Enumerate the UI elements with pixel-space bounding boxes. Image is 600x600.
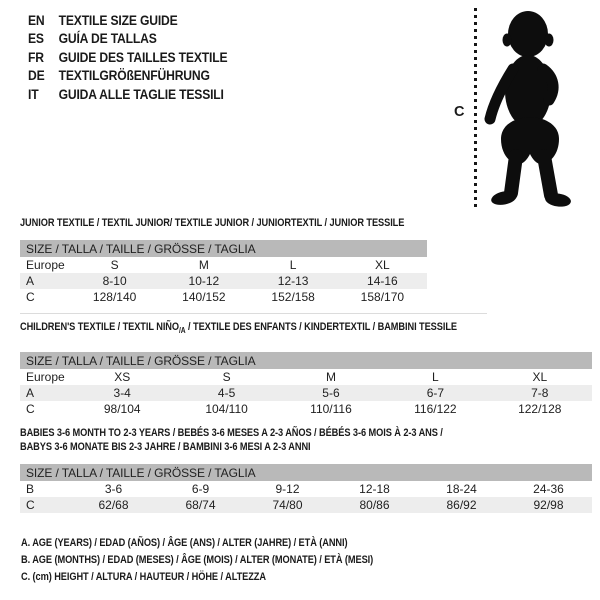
table-row-height xyxy=(20,289,427,305)
row-label: B xyxy=(26,482,35,496)
language-code: ES xyxy=(28,31,44,47)
age-cell: 14-16 xyxy=(367,274,398,288)
junior-size-table xyxy=(20,240,427,305)
language-row-fr xyxy=(28,48,227,67)
height-cell: 158/170 xyxy=(360,290,405,304)
children-size-table xyxy=(20,352,592,417)
age-cell: 5-6 xyxy=(322,386,340,401)
legend xyxy=(21,535,440,586)
size-bar-row xyxy=(20,464,592,481)
size-cell: M xyxy=(198,258,209,272)
age-cell: 18-24 xyxy=(446,482,477,496)
babies-table-title xyxy=(20,426,500,454)
table-row-age-months xyxy=(20,481,592,497)
size-cell: S xyxy=(110,258,119,272)
size-header-bar: SIZE / TALLA / TAILLE / GRÖSSE / TAGLIA xyxy=(20,352,592,369)
age-cell: 3-6 xyxy=(104,482,123,496)
size-cell: XL xyxy=(532,370,548,385)
language-label: TEXTILGRÖßENFÜHRUNG xyxy=(58,68,210,84)
size-cell: L xyxy=(289,258,297,272)
age-cell: 8-10 xyxy=(102,274,127,288)
size-bar-row xyxy=(20,240,427,257)
size-bar-row xyxy=(20,352,592,369)
height-cell: 122/128 xyxy=(518,402,562,417)
age-cell: 3-4 xyxy=(113,386,131,401)
age-cell: 10-12 xyxy=(188,274,220,288)
language-label: GUIDA ALLE TAGLIE TESSILI xyxy=(58,86,224,102)
language-code: IT xyxy=(28,86,39,102)
babies-table-section xyxy=(20,426,592,513)
height-cell: 152/158 xyxy=(271,290,315,304)
language-label: GUIDE DES TAILLES TEXTILE xyxy=(58,49,228,65)
table-row-europe xyxy=(20,257,427,273)
title-subscript: /A xyxy=(178,326,186,336)
title-part: / TEXTILE DES ENFANTS / KINDERTEXTIL / BAMBINI TESSILE xyxy=(185,321,457,333)
height-cell: 128/140 xyxy=(92,290,137,304)
height-cell: 140/152 xyxy=(182,290,226,304)
height-measure-label: C xyxy=(454,104,465,120)
language-row-de xyxy=(28,67,227,86)
height-measure-dotted-line xyxy=(474,8,477,210)
table-row-height xyxy=(20,401,592,417)
children-table-section xyxy=(20,321,592,417)
language-code: EN xyxy=(28,12,45,28)
height-cell: 68/74 xyxy=(185,498,216,512)
age-cell: 9-12 xyxy=(275,482,300,496)
age-cell: 7-8 xyxy=(531,386,549,401)
language-row-it xyxy=(28,85,227,104)
height-cell: 74/80 xyxy=(272,498,303,512)
height-cell: 98/104 xyxy=(103,402,141,417)
section-divider xyxy=(20,313,487,314)
age-cell: 12-13 xyxy=(277,274,309,288)
age-cell: 4-5 xyxy=(217,386,236,401)
language-label: TEXTILE SIZE GUIDE xyxy=(58,12,178,28)
height-cell: 86/92 xyxy=(446,498,477,512)
age-cell: 12-18 xyxy=(359,482,390,496)
baby-ear-right xyxy=(545,34,554,47)
row-label: Europe xyxy=(26,370,65,385)
table-row-europe xyxy=(20,369,592,385)
row-label: A xyxy=(26,274,35,288)
height-cell: 116/122 xyxy=(414,402,457,417)
size-cell: L xyxy=(432,370,439,385)
baby-leg-left xyxy=(511,156,516,193)
row-label: C xyxy=(26,498,35,512)
junior-table-section xyxy=(20,217,427,305)
age-cell: 24-36 xyxy=(533,482,564,496)
size-header-bar: SIZE / TALLA / TAILLE / GRÖSSE / TAGLIA xyxy=(20,464,592,481)
size-header-bar: SIZE / TALLA / TAILLE / GRÖSSE / TAGLIA xyxy=(20,240,427,257)
age-cell: 6-9 xyxy=(191,482,210,496)
size-cell: XS xyxy=(114,370,131,385)
title-part: CHILDREN'S TEXTILE / TEXTIL NIÑO xyxy=(20,321,179,333)
legend-line-a: A. AGE (YEARS) / EDAD (AÑOS) / ÂGE (ANS) / ALTER (JAHRE) / ETÀ (ANNI) xyxy=(21,537,348,549)
language-row-en xyxy=(28,11,227,30)
baby-head xyxy=(508,11,548,57)
baby-leg-right xyxy=(544,156,551,195)
table-row-age xyxy=(20,385,592,401)
row-label: A xyxy=(26,386,35,401)
age-cell: 6-7 xyxy=(426,386,445,401)
row-label: Europe xyxy=(26,258,65,272)
height-cell: 110/116 xyxy=(310,402,352,417)
legend-line-c: C. (cm) HEIGHT / ALTURA / HAUTEUR / HÖHE / ALTEZZA xyxy=(21,571,266,583)
language-code: FR xyxy=(28,49,44,65)
height-cell: 92/98 xyxy=(533,498,564,512)
legend-line-b: B. AGE (MONTHS) / EDAD (MESES) / ÂGE (MOIS) / ALTER (MONATE) / ETÀ (MESI) xyxy=(21,554,374,566)
baby-ear-left xyxy=(503,34,512,47)
junior-table-title: JUNIOR TEXTILE / TEXTIL JUNIOR/ TEXTILE JUNIOR / JUNIORTEXTIL / JUNIOR TESSILE xyxy=(20,217,405,229)
size-cell: M xyxy=(325,370,336,385)
children-table-title xyxy=(20,321,500,337)
babies-size-table xyxy=(20,464,592,513)
height-cell: 104/110 xyxy=(205,402,248,417)
size-cell: S xyxy=(222,370,231,385)
title-line-1: BABIES 3-6 MONTH TO 2-3 YEARS / BEBÉS 3-6 MESES A 2-3 AÑOS / BÉBÉS 3-6 MOIS À 2-3 ANS / xyxy=(20,427,443,439)
language-list xyxy=(28,11,227,104)
language-row-es xyxy=(28,30,227,49)
language-label: GUÍA DE TALLAS xyxy=(58,31,157,47)
title-line-2: BABYS 3-6 MONATE BIS 2-3 JAHRE / BAMBINI 3-6 MESI A 2-3 ANNI xyxy=(20,441,311,453)
baby-silhouette-icon xyxy=(479,7,592,208)
table-row-age xyxy=(20,273,427,289)
size-cell: XL xyxy=(375,258,390,272)
height-cell: 80/86 xyxy=(359,498,390,512)
row-label: C xyxy=(26,402,35,417)
height-cell: 62/68 xyxy=(98,498,129,512)
language-code: DE xyxy=(28,68,45,84)
table-row-height xyxy=(20,497,592,513)
row-label: C xyxy=(26,290,35,304)
